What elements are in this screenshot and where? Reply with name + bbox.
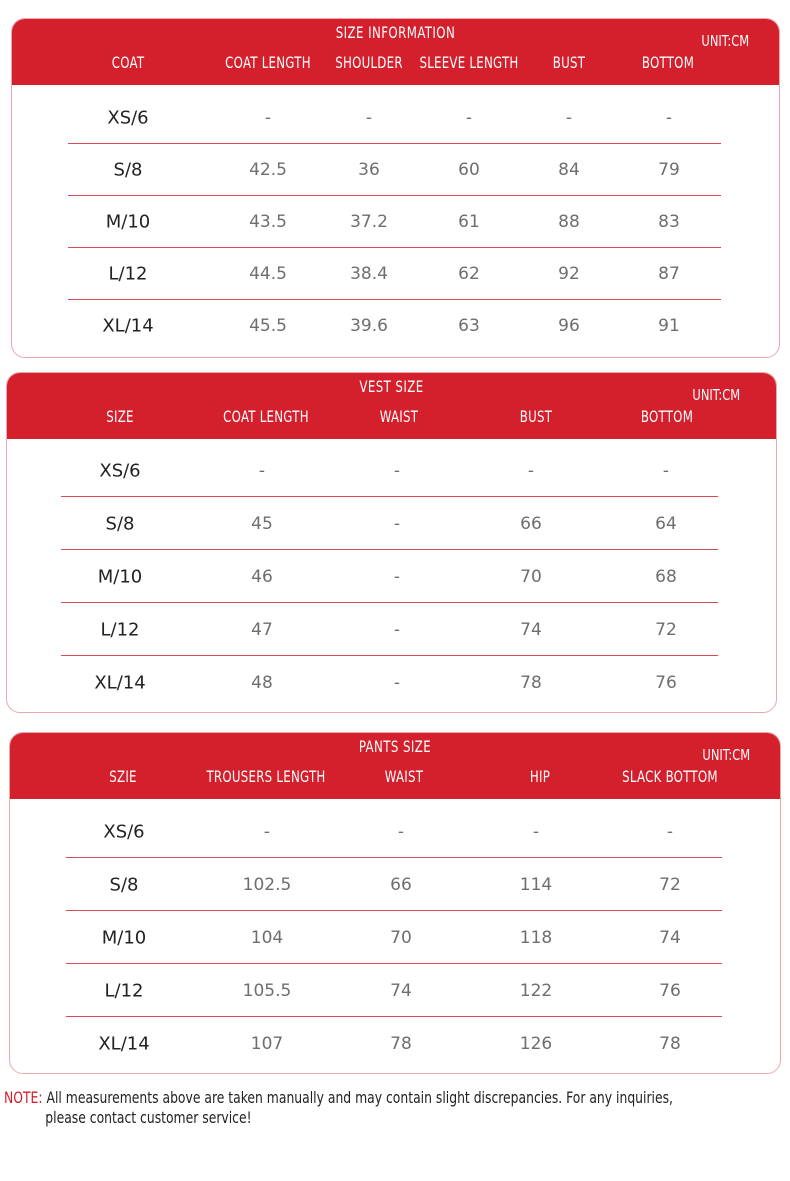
value-cell: 61 [458, 212, 480, 232]
value-cell: 74 [390, 981, 412, 1001]
coat-col-header: SHOULDER [335, 53, 403, 72]
vest-col-header: WAIST [379, 407, 419, 426]
value-cell: 66 [390, 875, 412, 895]
value-cell: 70 [390, 928, 412, 948]
note-line-1 [4, 1088, 677, 1108]
value-cell: 36 [358, 160, 380, 180]
row-divider [61, 496, 718, 497]
size-cell: XS/6 [103, 821, 145, 843]
value-cell: - [365, 108, 373, 128]
value-cell: 48 [251, 673, 273, 693]
table-row [68, 92, 721, 144]
value-cell: 64 [655, 514, 677, 534]
value-cell: 126 [519, 1034, 553, 1054]
value-cell: - [465, 108, 473, 128]
value-cell: 78 [659, 1034, 681, 1054]
coat-unit-label: UNIT:CM [701, 32, 749, 50]
vest-col-header: SIZE [106, 407, 134, 426]
table-row [66, 965, 722, 1017]
value-cell: 45.5 [249, 316, 287, 336]
size-cell: XL/14 [94, 672, 146, 694]
vest-table-title: VEST SIZE [359, 377, 424, 396]
row-divider [66, 910, 722, 911]
value-cell: - [665, 108, 673, 128]
value-cell: - [662, 461, 670, 481]
pants-size-table [9, 732, 781, 1074]
value-cell: 37.2 [350, 212, 388, 232]
pants-unit-label: UNIT:CM [702, 746, 750, 764]
value-cell: 96 [558, 316, 580, 336]
value-cell: 68 [655, 567, 677, 587]
value-cell: - [565, 108, 573, 128]
value-cell: 104 [250, 928, 284, 948]
pants-col-header: TROUSERS LENGTH [206, 767, 326, 786]
measurement-note [4, 1088, 786, 1128]
row-divider [66, 857, 722, 858]
value-cell: 47 [251, 620, 273, 640]
value-cell: 88 [558, 212, 580, 232]
table-row [61, 445, 718, 497]
table-row [68, 300, 721, 352]
value-cell: 70 [520, 567, 542, 587]
table-row [66, 1018, 722, 1070]
size-cell: M/10 [105, 211, 151, 233]
vest-size-table [6, 372, 777, 713]
size-cell: S/8 [109, 874, 139, 896]
table-row [66, 859, 722, 911]
size-cell: XS/6 [107, 107, 149, 129]
value-cell: 107 [250, 1034, 284, 1054]
value-cell: 46 [251, 567, 273, 587]
coat-col-header: COAT LENGTH [225, 53, 311, 72]
value-cell: 105.5 [242, 981, 292, 1001]
value-cell: - [393, 461, 401, 481]
value-cell: 87 [658, 264, 680, 284]
size-cell: L/12 [100, 619, 140, 641]
pants-col-header: WAIST [384, 767, 424, 786]
table-row [61, 604, 718, 656]
value-cell: 62 [458, 264, 480, 284]
value-cell: 72 [659, 875, 681, 895]
value-cell: 122 [519, 981, 553, 1001]
size-cell: L/12 [108, 263, 148, 285]
value-cell: 102.5 [242, 875, 292, 895]
pants-col-header: HIP [529, 767, 551, 786]
table-row [66, 806, 722, 858]
row-divider [61, 655, 718, 656]
value-cell: 44.5 [249, 264, 287, 284]
value-cell: 114 [519, 875, 553, 895]
value-cell: 78 [390, 1034, 412, 1054]
row-divider [66, 1016, 722, 1017]
row-divider [61, 602, 718, 603]
pants-col-header: SLACK BOTTOM [622, 767, 718, 786]
row-divider [66, 963, 722, 964]
coat-col-header: BUST [552, 53, 586, 72]
note-line-2: please contact customer service! [45, 1108, 252, 1127]
size-cell: S/8 [113, 159, 143, 181]
pants-col-header: SZIE [109, 767, 137, 786]
vest-col-header: BUST [519, 407, 553, 426]
value-cell: 118 [519, 928, 553, 948]
value-cell: 84 [558, 160, 580, 180]
value-cell: 45 [251, 514, 273, 534]
value-cell: 74 [520, 620, 542, 640]
value-cell: 79 [658, 160, 680, 180]
value-cell: 72 [655, 620, 677, 640]
coat-table-title: SIZE INFORMATION [335, 23, 456, 42]
value-cell: 76 [655, 673, 677, 693]
table-row [61, 551, 718, 603]
table-row [61, 657, 718, 709]
value-cell: 63 [458, 316, 480, 336]
value-cell: 66 [520, 514, 542, 534]
value-cell: 78 [520, 673, 542, 693]
coat-col-header: COAT [111, 53, 145, 72]
value-cell: - [666, 822, 674, 842]
value-cell: - [397, 822, 405, 842]
coat-size-table [11, 18, 780, 358]
pants-table-title: PANTS SIZE [358, 737, 432, 756]
coat-col-header: SLEEVE LENGTH [419, 53, 519, 72]
value-cell: 91 [658, 316, 680, 336]
value-cell: 39.6 [350, 316, 388, 336]
value-cell: 43.5 [249, 212, 287, 232]
value-cell: - [393, 620, 401, 640]
coat-col-header: BOTTOM [641, 53, 695, 72]
table-row [66, 912, 722, 964]
value-cell: - [532, 822, 540, 842]
value-cell: - [527, 461, 535, 481]
size-cell: XL/14 [102, 315, 154, 337]
value-cell: - [263, 822, 271, 842]
value-cell: - [258, 461, 266, 481]
size-cell: M/10 [97, 566, 143, 588]
value-cell: - [393, 514, 401, 534]
vest-table-header [7, 373, 776, 439]
table-row [68, 144, 721, 196]
note-label: NOTE: [4, 1088, 43, 1107]
value-cell: - [393, 567, 401, 587]
pants-table-header [10, 733, 780, 799]
value-cell: - [393, 673, 401, 693]
size-cell: M/10 [101, 927, 147, 949]
table-row [68, 196, 721, 248]
value-cell: 83 [658, 212, 680, 232]
size-cell: L/12 [104, 980, 144, 1002]
table-row [61, 498, 718, 550]
size-cell: XL/14 [98, 1033, 150, 1055]
value-cell: 92 [558, 264, 580, 284]
value-cell: 76 [659, 981, 681, 1001]
value-cell: 60 [458, 160, 480, 180]
note-text-1: All measurements above are taken manually and may contain slight discrepancies. For any inquiries, [46, 1088, 673, 1107]
vest-col-header: BOTTOM [640, 407, 694, 426]
table-row [68, 248, 721, 300]
size-cell: XS/6 [99, 460, 141, 482]
value-cell: 74 [659, 928, 681, 948]
coat-table-header [12, 19, 779, 85]
vest-col-header: COAT LENGTH [223, 407, 309, 426]
value-cell: 42.5 [249, 160, 287, 180]
vest-unit-label: UNIT:CM [692, 386, 740, 404]
row-divider [61, 549, 718, 550]
value-cell: 38.4 [350, 264, 388, 284]
value-cell: - [264, 108, 272, 128]
size-cell: S/8 [105, 513, 135, 535]
